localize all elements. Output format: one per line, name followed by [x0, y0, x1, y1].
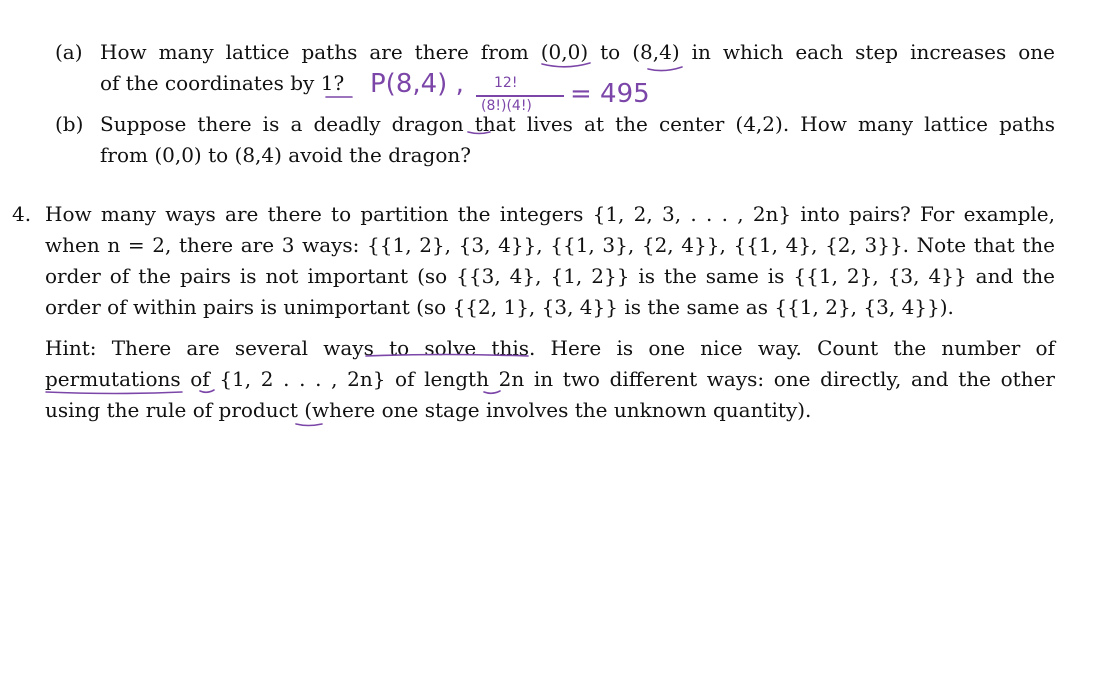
- part-a-line-1: How many lattice paths are there from (0,0) to (8,4) in which each step increases one: [100, 40, 1055, 64]
- problem-4-number: 4.: [12, 202, 32, 226]
- underline-end-point: [648, 67, 682, 71]
- problem-4-line-3: order of the pairs is not important (so {{3, 4}, {1, 2}} is the same is {{1, 2}, {3, 4}} and the: [45, 264, 1055, 288]
- part-b-line-2: from (0,0) to (8,4) avoid the dragon?: [100, 143, 471, 167]
- part-a-line-2: of the coordinates by 1?: [100, 71, 345, 95]
- handwritten-result: = 495: [570, 79, 650, 109]
- hint-line-3: using the rule of product (where one stage involves the unknown quantity).: [45, 398, 812, 422]
- hint-line-2: permutations of {1, 2 . . . , 2n} of length 2n in two different ways: one directly, and the other: [45, 367, 1055, 391]
- problem-4-line-2: when n = 2, there are 3 ways: {{1, 2}, {3, 4}}, {{1, 3}, {2, 4}}, {{1, 4}, {2, 3}}. Note that the: [45, 233, 1055, 257]
- underline-product: [296, 424, 322, 426]
- part-b-label: (b): [55, 112, 84, 136]
- handwritten-denominator: (8!)(4!): [481, 98, 532, 114]
- part-b-line-1: Suppose there is a deadly dragon that lives at the center (4,2). How many lattice paths: [100, 112, 1055, 136]
- underline-permutations: [46, 392, 182, 394]
- underline-2n: [484, 391, 500, 393]
- hint-line-1: Hint: There are several ways to solve this. Here is one nice way. Count the number of: [45, 336, 1055, 360]
- handwritten-fraction-bar: [476, 95, 564, 97]
- handwritten-numerator: 12!: [494, 75, 518, 91]
- problem-4-line-4: order of within pairs is unimportant (so {{2, 1}, {3, 4}} is the same as {{1, 2}, {3, 4}}).: [45, 295, 954, 319]
- part-a-label: (a): [55, 40, 83, 64]
- problem-4-line-1: How many ways are there to partition the integers {1, 2, 3, . . . , 2n} into pairs? For example,: [45, 202, 1055, 226]
- handwritten-permutation-expr: P(8,4) ,: [370, 69, 464, 99]
